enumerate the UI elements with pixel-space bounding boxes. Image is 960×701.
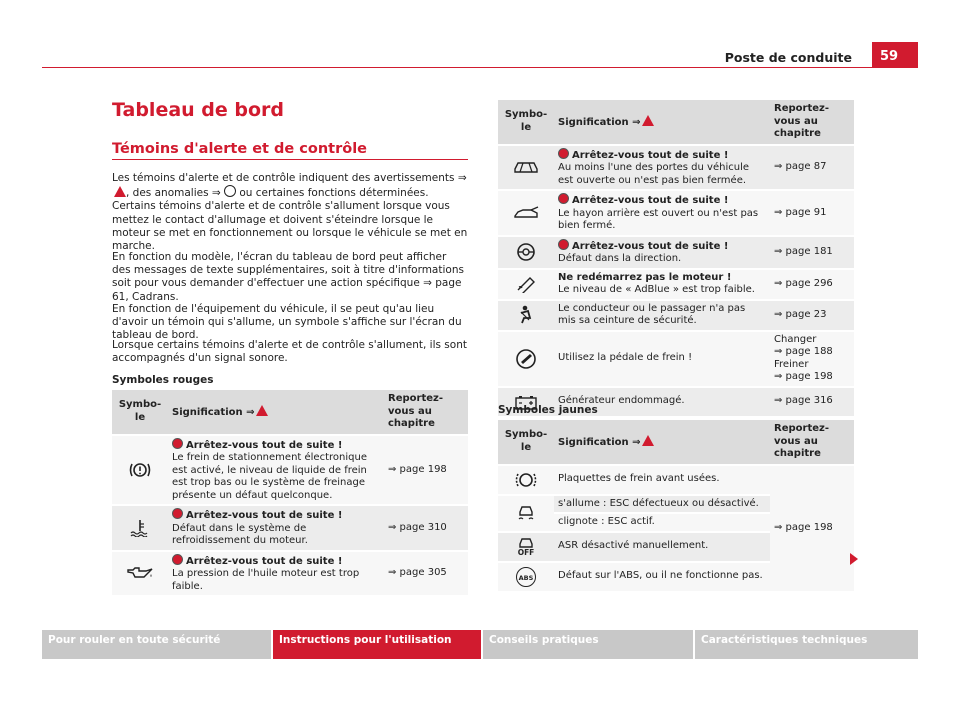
red-symbols-table [112, 390, 468, 597]
continue-arrow-icon [850, 553, 858, 565]
col-reference: Reportez-vous au chapitre [770, 420, 854, 465]
col-symbol: Symbo-le [498, 100, 554, 145]
table-row: Le conducteur ou le passager n'a pas mis sa ceinture de sécurité. ⇒ page 23 [498, 300, 854, 331]
stop-dot-icon [172, 438, 183, 449]
table-row: Arrêtez-vous tout de suite ! La pression de l'huile moteur est trop faible. ⇒ page 305 [112, 551, 468, 597]
warning-triangle-icon [642, 435, 654, 446]
col-meaning: Signification ⇒ [554, 420, 770, 465]
adblue-icon [515, 275, 537, 293]
table-row: Arrêtez-vous tout de suite ! Défaut dans le système de refroidissement du moteur. ⇒ page 310 [112, 505, 468, 551]
section-rule [112, 159, 468, 160]
oil-pressure-icon [126, 565, 154, 581]
footer-tab-safety[interactable]: Pour rouler en toute sécurité [42, 630, 271, 659]
table-row: Arrêtez-vous tout de suite ! Le frein de stationnement électronique est activé, le niveau de liquide de frein est trop bas ou le système de freinage présente un défaut quelconque. ⇒ page 198 [112, 435, 468, 506]
col-meaning: Signification ⇒ [554, 100, 770, 145]
red-symbols-heading: Symboles rouges [112, 374, 214, 386]
table-row: clignote : ESC actif. [498, 513, 854, 532]
stop-dot-icon [172, 508, 183, 519]
esc-icon [516, 503, 536, 523]
footer-tab-tips[interactable]: Conseils pratiques [483, 630, 693, 659]
paragraph-messages: En fonction du modèle, l'écran du tableau de bord peut afficher des messages de texte supplémentaires, soit à titre d'informations soit pour vous demander d'effectuer une action spécifique ⇒ page 61, Cadrans. [112, 251, 464, 303]
tailgate-open-icon [513, 206, 539, 220]
section-title: Témoins d'alerte et de contrôle [112, 141, 368, 157]
red-symbols-table-continued [498, 100, 854, 418]
table-row: Générateur endommagé. ⇒ page 316 [498, 387, 854, 417]
abs-icon: ABS [516, 567, 536, 587]
yellow-symbols-heading: Symboles jaunes [498, 404, 598, 416]
table-row: Ne redémarrez pas le moteur ! Le niveau de « AdBlue » est trop faible. ⇒ page 296 [498, 269, 854, 300]
stop-dot-icon [558, 148, 569, 159]
stop-dot-icon [558, 239, 569, 250]
info-circle-icon [224, 185, 236, 197]
warning-triangle-icon [642, 115, 654, 126]
stop-dot-icon [172, 554, 183, 565]
table-row: Arrêtez-vous tout de suite ! Défaut dans la direction. ⇒ page 181 [498, 236, 854, 269]
table-row: ABS Défaut sur l'ABS, ou il ne fonctionne pas. [498, 562, 854, 592]
col-meaning: Signification ⇒ [168, 390, 384, 435]
paragraph-equipment: En fonction de l'équipement du véhicule, il se peut qu'au lieu d'avoir un témoin qui s'allume, un symbole s'affiche sur l'écran du tableau de bord. [112, 303, 462, 342]
door-open-icon [513, 159, 539, 175]
stop-dot-icon [558, 193, 569, 204]
page-title: Tableau de bord [112, 99, 285, 121]
footer-tab-instructions[interactable]: Instructions pour l'utilisation [273, 630, 481, 659]
intro-paragraph: Les témoins d'alerte et de contrôle indiquent des avertissements ⇒ , des anomalies ⇒ ou certaines fonctions déterminées. Certains témoins d'alerte et de contrôle s'allument lorsque vous mettez le contact d'allumage et doivent s'éteindre lorsque le moteur se met en fonctionnement ou lorsque le véhicule se met en marche. [112, 172, 468, 253]
table-row: Plaquettes de frein avant usées. ⇒ page 198 [498, 465, 854, 495]
col-symbol: Symbo-le [112, 390, 168, 435]
table-row: s'allume : ESC défectueux ou désactivé. [498, 495, 854, 514]
brake-pads-icon [515, 471, 537, 489]
page-number: 59 [872, 42, 918, 68]
paragraph-sound: Lorsque certains témoins d'alerte et de contrôle s'allument, ils sont accompagnés d'un signal sonore. [112, 339, 467, 365]
table-row: Utilisez la pédale de frein ! Changer ⇒ page 188 Freiner ⇒ page 198 [498, 331, 854, 387]
table-row: OFF ASR désactivé manuellement. [498, 532, 854, 562]
coolant-temperature-icon [129, 519, 151, 537]
table-row: Arrêtez-vous tout de suite ! Au moins l'une des portes du véhicule est ouverte ou n'est pas bien fermée. ⇒ page 87 [498, 145, 854, 191]
table-row: Arrêtez-vous tout de suite ! Le hayon arrière est ouvert ou n'est pas bien fermé. ⇒ page 91 [498, 190, 854, 236]
warning-triangle-icon [114, 186, 126, 197]
steering-fault-icon [516, 242, 536, 262]
header-rule [42, 67, 918, 68]
warning-triangle-icon [256, 405, 268, 416]
col-reference: Reportez-vous au chapitre [384, 390, 468, 435]
footer-tab-technical[interactable]: Caractéristiques techniques [695, 630, 918, 659]
running-header: Poste de conduite [724, 50, 852, 65]
brake-pedal-icon [515, 348, 537, 370]
col-reference: Reportez-vous au chapitre [770, 100, 854, 145]
col-symbol: Symbo-le [498, 420, 554, 465]
yellow-symbols-table [498, 420, 854, 593]
brake-warning-icon [129, 461, 151, 479]
seatbelt-icon [517, 305, 535, 325]
